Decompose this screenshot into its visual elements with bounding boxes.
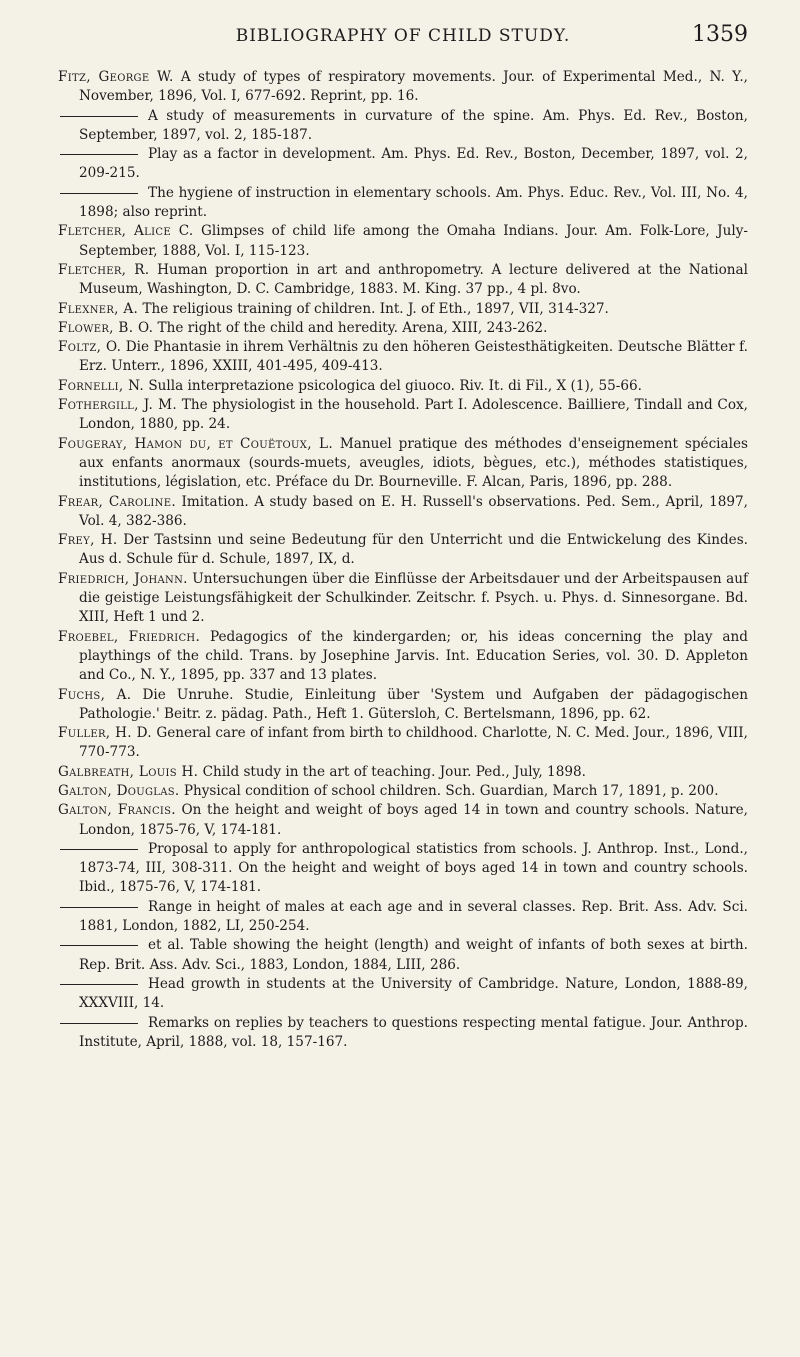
entry-text: A study of measurements in curvature of the spine. Am. Phys. Ed. Rev., Boston, September, 1897, vol. 2, 185-187. — [79, 107, 748, 143]
entry-text: Range in height of males at each age and in several classes. Rep. Brit. Ass. Adv. Sci. 1881, London, 1882, LI, 250-254. — [79, 898, 748, 935]
bibliography-entry — [58, 531, 748, 570]
entry-author: Flower, B. O. — [58, 319, 154, 336]
entry-author: Flexner, A. — [58, 300, 139, 317]
entry-text: Remarks on replies by teachers to questions respecting mental fatigue. Jour. Anthrop. Institute, April, 1888, vol. 18, 157-167. — [79, 1014, 748, 1050]
entry-text: Proposal to apply for anthropological statistics from schools. J. Anthrop. Inst., Lond., 1873-74, III, 308-311. On the height and weight of boys aged 14 in town and country schools. Ibid., 1875-76, V, 174-181. — [79, 840, 748, 896]
entry-text: Der Tastsinn und seine Bedeutung für den Unterricht und die Entwickelung des Kindes. Aus d. Schule für d. Schule, 1897, IX, d. — [79, 532, 748, 568]
page-number: 1359 — [692, 22, 748, 47]
bibliography-entry — [58, 184, 748, 223]
entry-author: Fothergill, J. M. — [58, 397, 177, 414]
ditto-dash — [60, 154, 138, 155]
bibliography-entry — [58, 975, 748, 1014]
running-title: BIBLIOGRAPHY OF CHILD STUDY. — [235, 26, 571, 46]
bibliography-entry — [58, 724, 748, 763]
entry-text: The hygiene of instruction in elementary schools. Am. Phys. Educ. Rev., Vol. III, No. 4, 1898; also reprint. — [79, 184, 748, 221]
bibliography-list — [58, 68, 748, 1052]
entry-text: Die Phantasie in ihrem Verhältnis zu den höheren Geistesthätigkeiten. Deutsche Blätter f. Erz. Unterr., 1896, XXIII, 401-495, 409-413. — [79, 339, 748, 375]
bibliography-entry — [58, 1014, 748, 1053]
entry-text: Child study in the art of teaching. Jour. Ped., July, 1898. — [198, 763, 586, 780]
ditto-dash — [60, 1023, 138, 1024]
entry-author: Fougeray, Hamon du, et Couëtoux, L. — [58, 435, 333, 452]
entry-author: Fitz, George W. — [58, 69, 174, 85]
bibliography-entry — [58, 107, 748, 146]
entry-text: Untersuchungen über die Einflüsse der Arbeitsdauer und der Arbeitspausen auf die geistige Leistungsfähigkeit der Schulkinder. Zeitschr. f. Psych. u. Phys. d. Sinnesorgane. Bd. XIII, Heft 1 und 2. — [79, 570, 748, 626]
entry-text: The right of the child and heredity. Arena, XIII, 243-262. — [153, 319, 548, 336]
entry-author: Galbreath, Louis H. — [58, 763, 199, 780]
entry-text: Imitation. A study based on E. H. Russell's observations. Ped. Sem., April, 1897, Vol. 4, 382-386. — [79, 493, 748, 529]
bibliography-entry — [58, 782, 748, 801]
entry-text: A study of types of respiratory movements. Jour. of Experimental Med., N. Y., November, 1896, Vol. I, 677-692. Reprint, pp. 16. — [79, 69, 748, 105]
running-head — [58, 22, 748, 56]
entry-author: Frear, Caroline. — [58, 493, 176, 510]
entry-text: The religious training of children. Int. J. of Eth., 1897, VII, 314-327. — [138, 300, 609, 317]
ditto-dash — [60, 984, 138, 985]
bibliography-entry — [58, 435, 748, 493]
bibliography-entry — [58, 145, 748, 184]
entry-text: Physical condition of school children. Sch. Guardian, March 17, 1891, p. 200. — [179, 782, 719, 799]
bibliography-entry — [58, 570, 748, 628]
ditto-dash — [60, 193, 138, 194]
entry-author: Foltz, O. — [58, 339, 122, 356]
entry-text: Human proportion in art and anthropometry. A lecture delivered at the National Museum, Washington, D. C. Cambridge, 1883. M. King. 37 pp., 4 pl. 8vo. — [79, 261, 748, 298]
entry-text: General care of infant from birth to childhood. Charlotte, N. C. Med. Jour., 1896, VIII, 770-773. — [79, 725, 748, 761]
entry-author: Galton, Francis. — [58, 802, 176, 819]
bibliography-entry — [58, 840, 748, 898]
ditto-dash — [60, 907, 138, 908]
entry-author: Fletcher, R. — [58, 261, 150, 278]
bibliography-entry — [58, 338, 748, 377]
entry-text: On the height and weight of boys aged 14 in town and country schools. Nature, London, 1875-76, V, 174-181. — [79, 802, 748, 838]
entry-text: Pedagogics of the kindergarden; or, his ideas concerning the play and playthings of the child. Trans. by Josephine Jarvis. Int. Education Series, vol. 30. D. Appleton and Co., N. Y., 1895, pp. 337 and 13 plates. — [79, 628, 748, 684]
entry-text: Head growth in students at the University of Cambridge. Nature, London, 1888-89, XXXVIII, 14. — [79, 975, 748, 1012]
bibliography-entry — [58, 801, 748, 840]
entry-author: Fuchs, A. — [58, 686, 132, 703]
bibliography-entry — [58, 261, 748, 300]
ditto-dash — [60, 849, 138, 850]
bibliography-entry — [58, 936, 748, 975]
ditto-dash — [60, 945, 138, 946]
bibliography-entry — [58, 686, 748, 725]
entry-author: Frey, H. — [58, 532, 118, 549]
bibliography-entry — [58, 222, 748, 261]
bibliography-entry — [58, 68, 748, 107]
bibliography-entry — [58, 319, 748, 338]
entry-text: Sulla interpretazione psicologica del giuoco. Riv. It. di Fil., X (1), 55-66. — [144, 377, 642, 394]
bibliography-entry — [58, 493, 748, 532]
entry-text: The physiologist in the household. Part I. Adolescence. Bailliere, Tindall and Cox, London, 1880, pp. 24. — [79, 397, 749, 433]
entry-author: Fletcher, Alice C. — [58, 223, 194, 240]
entry-author: Fornelli, N. — [58, 377, 145, 394]
bibliography-entry — [58, 763, 748, 782]
entry-author: Galton, Douglas. — [58, 782, 180, 799]
entry-text: Die Unruhe. Studie, Einleitung über 'System und Aufgaben der pädagogischen Pathologie.' Beitr. z. pädag. Path., Heft 1. Gütersloh, C. Bertelsmann, 1896, pp. 62. — [79, 686, 749, 722]
bibliography-entry — [58, 377, 748, 396]
entry-author: Friedrich, Johann. — [58, 570, 188, 587]
entry-author: Fuller, H. D. — [58, 725, 152, 742]
entry-text: Manuel pratique des méthodes d'enseignement spéciales aux enfants anormaux (sourds-muets, aveugles, idiots, bègues, etc.), méthodes statistiques, institutions, législation, etc. Préface du Dr. Bourneville. F. Alcan, Paris, 1896, pp. 288. — [79, 435, 748, 491]
bibliography-entry — [58, 396, 748, 435]
entry-text: Glimpses of child life among the Omaha Indians. Jour. Am. Folk-Lore, July-September, 1888, Vol. I, 115-123. — [79, 223, 748, 259]
bibliography-entry — [58, 300, 748, 319]
ditto-dash — [60, 116, 138, 117]
bibliography-entry — [58, 898, 748, 937]
entry-text: Play as a factor in development. Am. Phys. Ed. Rev., Boston, December, 1897, vol. 2, 209-215. — [79, 146, 748, 182]
bibliography-entry — [58, 628, 748, 686]
entry-text: et al. Table showing the height (length) and weight of infants of both sexes at birth. Rep. Brit. Ass. Adv. Sci., 1883, London, 1884, LIII, 286. — [79, 937, 748, 973]
entry-author: Froebel, Friedrich. — [58, 628, 201, 645]
